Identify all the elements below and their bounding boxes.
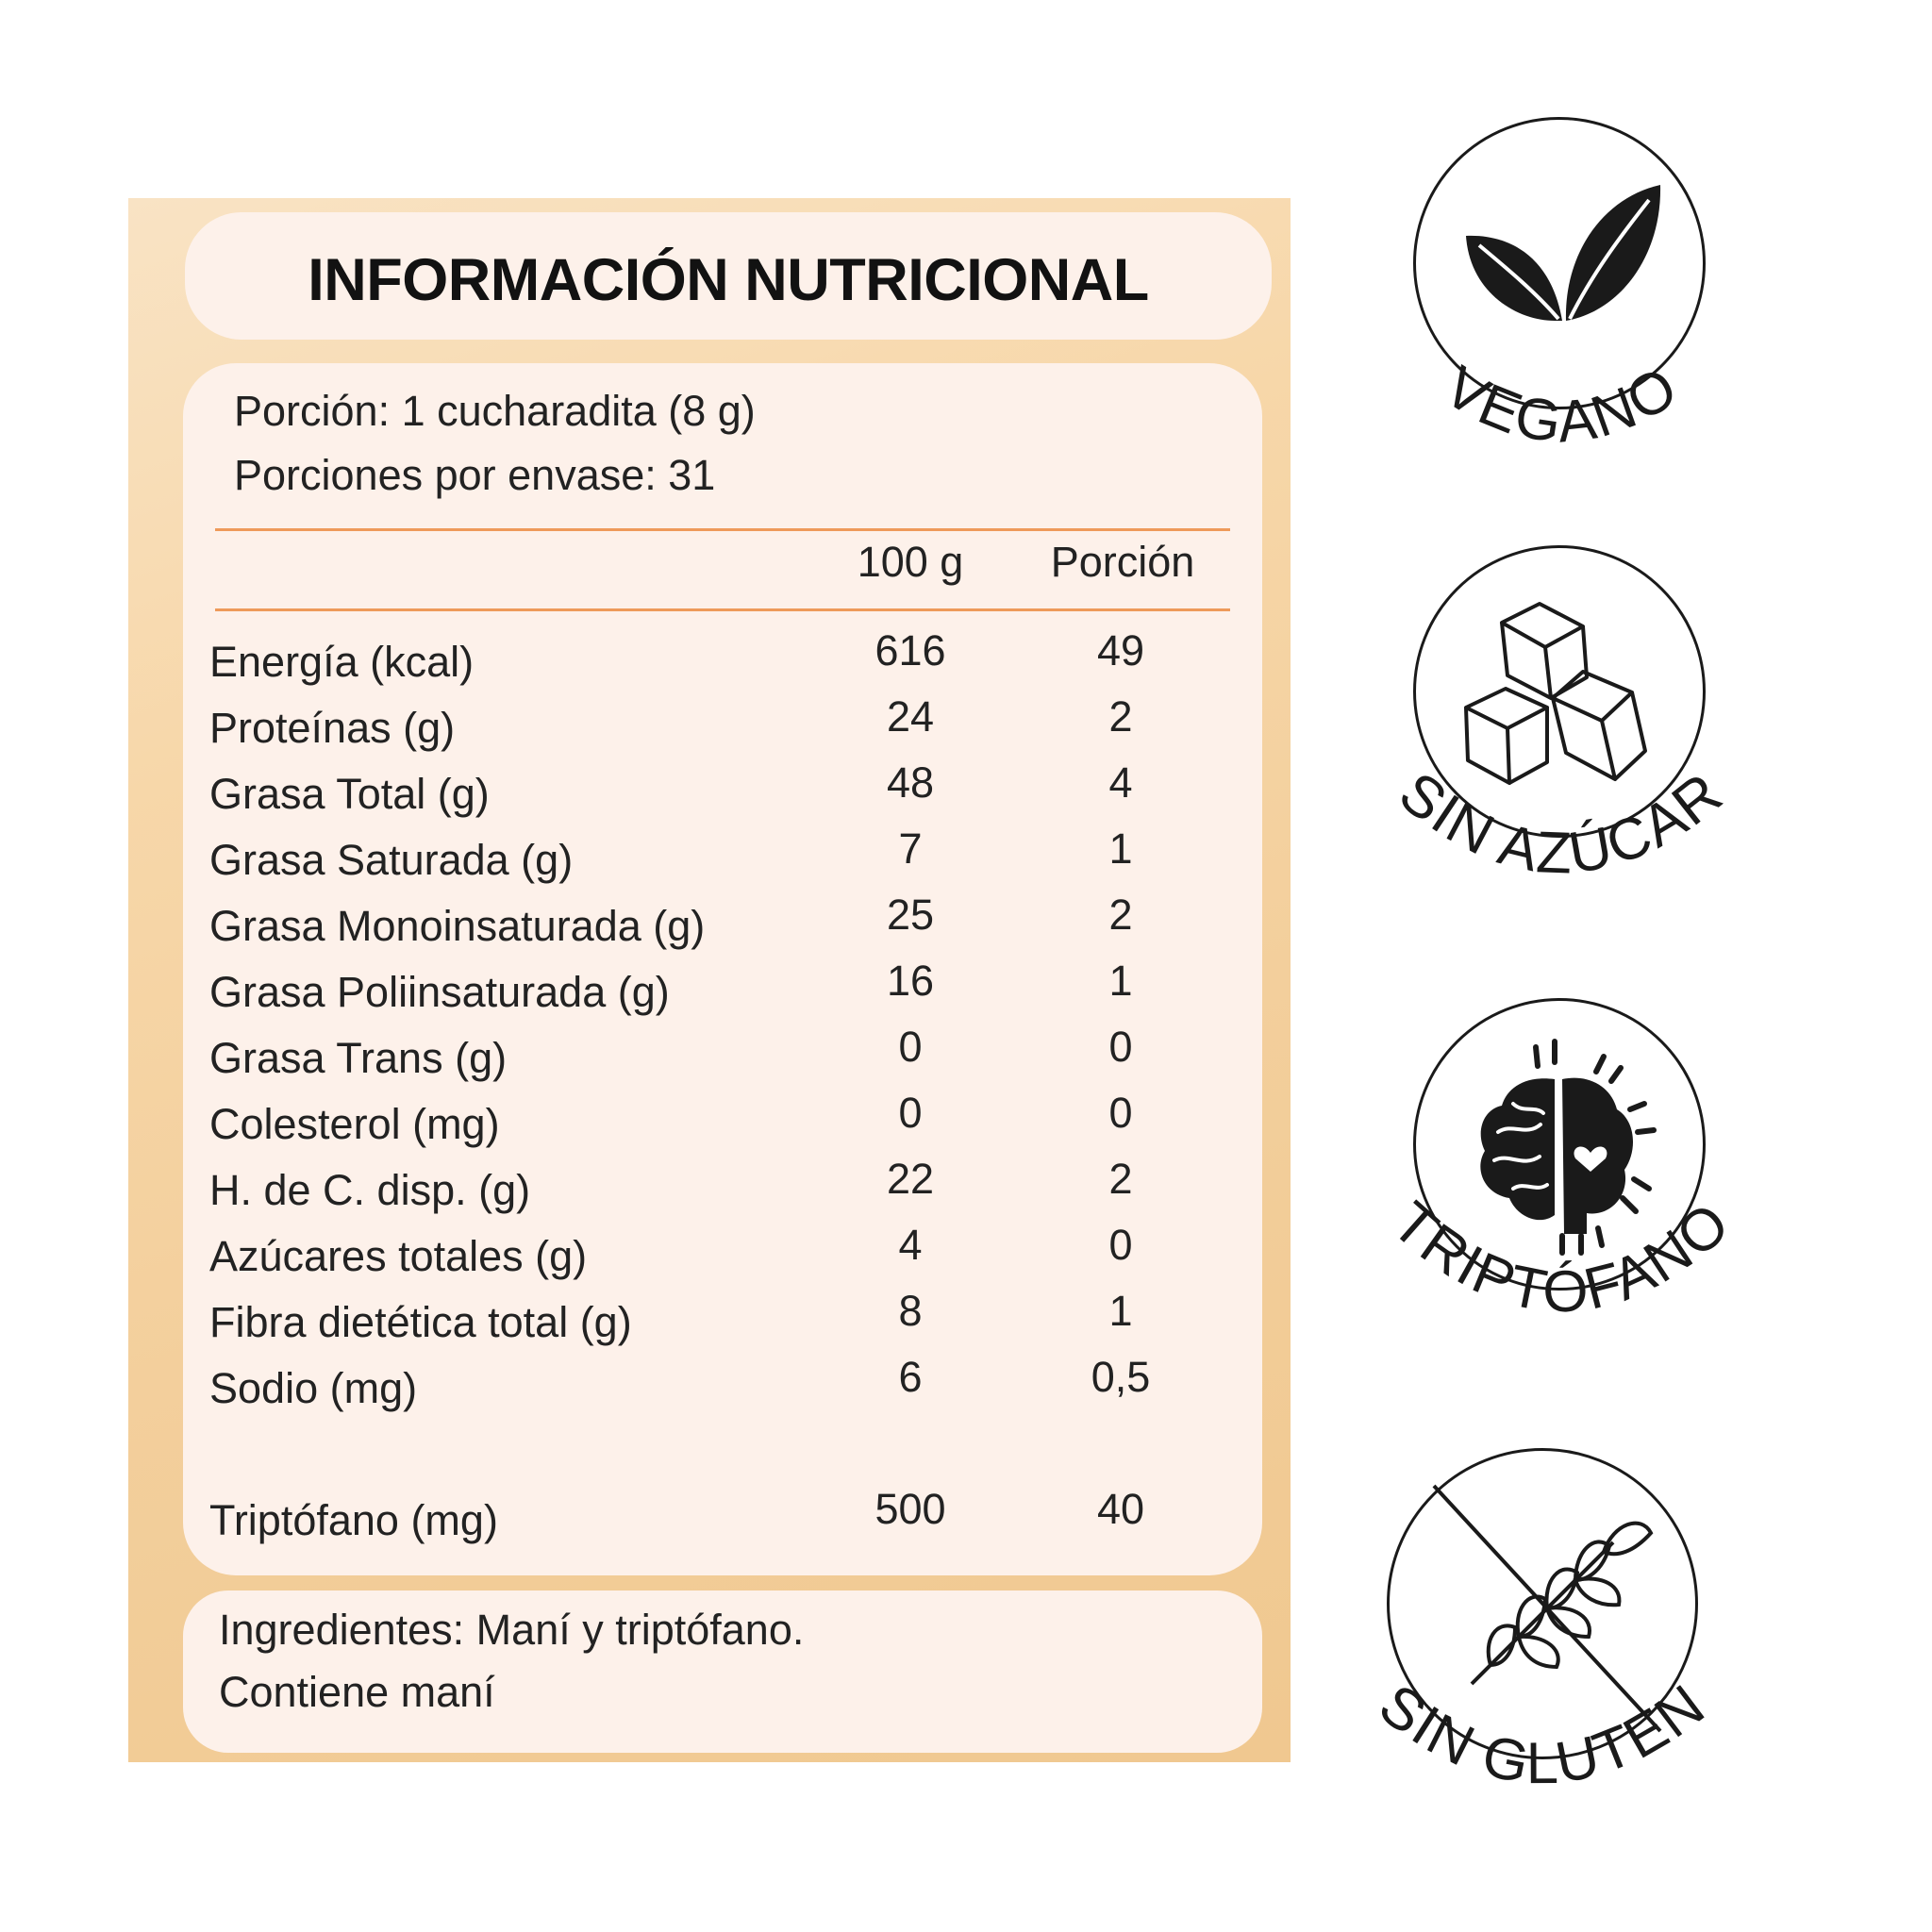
- nutrient-value-100g: 22: [886, 1155, 935, 1203]
- svg-text:VEGANO: [1433, 354, 1690, 456]
- nutrient-value-portion: 4: [1108, 758, 1133, 807]
- nutrient-label: Azúcares totales (g): [209, 1232, 588, 1280]
- badge-label: SIN GLUTEN: [1367, 1672, 1718, 1797]
- nutrient-label: Grasa Saturada (g): [209, 836, 574, 884]
- nutrient-value-portion: 49: [1096, 626, 1145, 675]
- divider-header: [215, 608, 1230, 611]
- allergens-text: Contiene maní: [219, 1668, 495, 1716]
- nutrient-value-portion: 0: [1108, 1221, 1133, 1269]
- badge-label-sin-gluten-svg: [1330, 1670, 1755, 1858]
- title-box: [185, 212, 1272, 340]
- divider-top: [215, 528, 1230, 531]
- nutrient-label: Proteínas (g): [209, 704, 456, 752]
- nutrient-value-100g: 7: [898, 824, 923, 873]
- nutrient-value-100g: 500: [874, 1485, 946, 1533]
- nutrient-value-portion: 1: [1108, 1287, 1133, 1335]
- nutrient-value-portion: 1: [1108, 824, 1133, 873]
- nutrient-label: Energía (kcal): [209, 638, 475, 686]
- nutrient-label: Triptófano (mg): [209, 1496, 498, 1544]
- ingredients-text: Ingredientes: Maní y triptófano.: [219, 1606, 805, 1654]
- nutrient-value-100g: 616: [874, 626, 946, 675]
- svg-text:SIN AZÚCAR: [1387, 759, 1735, 886]
- nutrient-value-100g: 48: [886, 758, 935, 807]
- nutrient-label: H. de C. disp. (g): [209, 1166, 531, 1214]
- svg-text:TRIPTÓFANO: [1380, 1190, 1743, 1325]
- nutrient-value-100g: 24: [886, 692, 935, 741]
- nutrient-value-100g: 0: [898, 1089, 923, 1137]
- nutrient-label: Colesterol (mg): [209, 1100, 500, 1148]
- nutrient-value-portion: 0: [1108, 1023, 1133, 1071]
- badge-label: TRIPTÓFANO: [1379, 1189, 1743, 1325]
- nutrient-value-portion: 2: [1108, 891, 1133, 939]
- nutrient-value-portion: 1: [1108, 957, 1133, 1005]
- svg-text:SIN GLUTEN: [1367, 1672, 1717, 1796]
- nutrition-title: INFORMACIÓN NUTRICIONAL: [308, 247, 1149, 313]
- nutrient-value-portion: 0,5: [1091, 1353, 1151, 1401]
- nutrient-label: Fibra dietética total (g): [209, 1298, 632, 1346]
- nutrient-value-portion: 40: [1096, 1485, 1145, 1533]
- nutrient-value-100g: 16: [886, 957, 935, 1005]
- servings-per-container: Porciones por envase: 31: [234, 451, 716, 499]
- nutrient-value-portion: 0: [1108, 1089, 1133, 1137]
- column-header-portion: Porción: [1050, 538, 1195, 586]
- nutrient-value-100g: 25: [886, 891, 935, 939]
- nutrient-label: Grasa Trans (g): [209, 1034, 508, 1082]
- nutrient-label: Sodio (mg): [209, 1364, 418, 1412]
- leaves-icon: [1460, 179, 1668, 330]
- nutrient-value-100g: 0: [898, 1023, 923, 1071]
- nutrient-label: Grasa Total (g): [209, 770, 490, 818]
- nutrient-label: Grasa Monoinsaturada (g): [209, 902, 706, 950]
- nutrient-value-100g: 4: [898, 1221, 923, 1269]
- badge-label-vegano-svg: [1358, 340, 1764, 491]
- serving-size: Porción: 1 cucharadita (8 g): [234, 387, 756, 435]
- badge-label-triptofano-svg: [1358, 1189, 1764, 1387]
- badge-label-sin-azucar-svg: [1358, 759, 1764, 934]
- nutrient-value-portion: 2: [1108, 1155, 1133, 1203]
- badge-label: SIN AZÚCAR: [1387, 759, 1736, 887]
- nutrient-value-100g: 8: [898, 1287, 923, 1335]
- column-header-100g: 100 g: [857, 538, 964, 586]
- badge-label: VEGANO: [1432, 354, 1690, 457]
- nutrient-value-portion: 2: [1108, 692, 1133, 741]
- nutrient-label: Grasa Poliinsaturada (g): [209, 968, 670, 1016]
- nutrient-value-100g: 6: [898, 1353, 923, 1401]
